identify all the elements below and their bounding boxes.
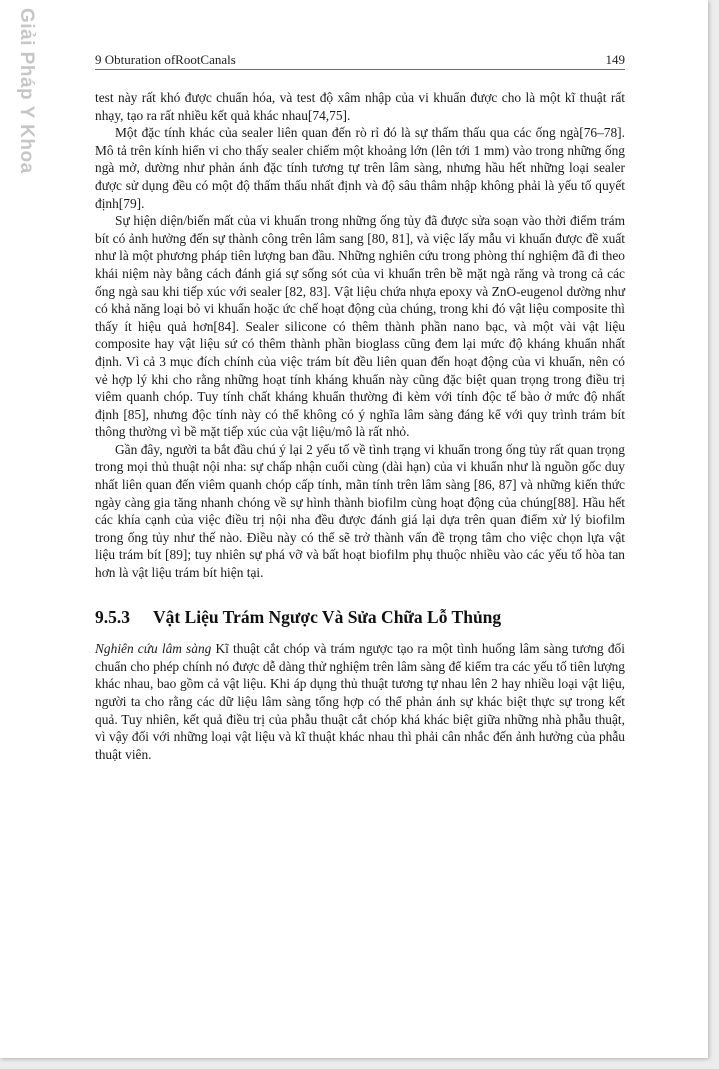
section-heading — [95, 606, 625, 627]
section-number: 9.5.3 — [95, 606, 130, 627]
section-title: Vật Liệu Trám Ngược Và Sửa Chữa Lỗ Thủng — [153, 606, 502, 627]
paragraph-1: test này rất khó được chuẩn hóa, và test độ xâm nhập của vi khuẩn được cho là một kĩ thuật rất nhạy, tạo ra rất nhiều kết quả khác nhau[74,75]. — [95, 90, 625, 123]
page-number: 149 — [605, 52, 625, 67]
paragraph-3: Sự hiện diện/biến mất của vi khuẩn trong những ống tủy đã được sửa soạn vào thời điểm trám bít có ảnh hưởng đến sự thành công trên lâm sang [80, 81], và việc lấy mẫu vi khuẩn được đề xuất như là một phương pháp tiên lượng ban đầu. Những nghiên cứu trong phòng thí nghiệm đã đi theo khái niệm này bằng cách đánh giá sự sống sót của vi khuẩn trên bề mặt ngà răng và trong cả các ống ngà sau khi tiếp xúc với sealer [82, 83]. Vật liệu chứa nhựa epoxy và ZnO-eugenol dường như có khả năng loại bỏ vi khuẩn hoặc ức chế hoạt động của chúng, trong khi đó vật liệu composite thì thấy ít hiệu quả hơn[84]. Sealer silicone có thêm thành phần nano bạc, và một vài vật liệu composite hay vật liệu sứ có thêm thành phần bioglass cũng đem lại mức độ kháng khuẩn nhất định. Vì cả 3 mục đích chính của việc trám bít đều liên quan đến hoạt động của vi khuẩn, nên có vẻ hợp lý khi cho rằng những hoạt tính kháng khuẩn này cũng đặc biệt quan trọng trong điều trị viêm quanh chóp. Tuy tính chất kháng khuẩn thường đi kèm với tính độc tế bào ở mức độ nhất định [85], nhưng độc tính này có thể không có ý nghĩa lâm sàng đáng kể với quy trình trám bít thông thường vì bề mặt tiếp xúc của vật liệu/mô là rất nhỏ. — [95, 213, 625, 440]
chapter-title: 9 Obturation ofRootCanals — [95, 52, 236, 67]
watermark: Giải Pháp Y Khoa — [16, 8, 37, 174]
lead-italic-phrase: Nghiên cứu lâm sàng — [95, 641, 212, 657]
paragraph-2: Một đặc tính khác của sealer liên quan đến rò rỉ đó là sự thấm thấu qua các ống ngà[76–78]. Mô tả trên kính hiển vi cho thấy sealer chiếm một khoảng lớn (lên tới 1 mm) vào trong những ống ngà mở, dường như phản ánh đặc tính tương tự trên lâm sàng, nhưng hầu hết những loại sealer được sử dụng đều có một độ thấm thấu nhất định và độ sâu thâm nhập không phải là yếu tố quyết định[79]. — [95, 125, 625, 211]
section-paragraph-text: Kĩ thuật cắt chóp và trám ngược tạo ra một tình huống lâm sàng tương đối chuẩn cho phép chính nó được dễ dàng thử nghiệm trên lâm sàng để kiểm tra các yếu tố tiên lượng khác nhau, bao gồm cả vật liệu. Khi áp dụng thủ thuật tương tự nhau lên 2 hay nhiều loại vật liệu, người ta cho rằng các dữ liệu lâm sàng tổng hợp có thể phản ánh sự khác biệt thực sự trong kết quả. Tuy nhiên, kết quả điều trị của phẫu thuật cắt chóp khá khác biệt giữa những nhà phẫu thuật, vì vậy đối với những loại vật liệu và kĩ thuật khác nhau thì phải cân nhắc đến ảnh hưởng của phẫu thuật viên. — [95, 641, 625, 762]
section-paragraph — [95, 640, 625, 763]
paragraph-4: Gần đây, người ta bắt đầu chú ý lại 2 yếu tố về tình trạng vi khuẩn trong ống tủy rất quan trọng trong mọi thủ thuật nội nha: sự chấp nhận cuối cùng (dài hạn) của vi khuẩn như là nguồn gốc duy nhất liên quan đến viêm quanh chóp cấp tính, mãn tính trên lâm sàng [86, 87] và những kiến thức ngày càng gia tăng nhanh chóng về sự hình thành biofilm cùng hoạt động của chúng[88]. Hầu hết các khía cạnh của việc điều trị nội nha đều được đánh giá lại dựa trên quan điểm xử lý biofilm trong ống tủy như thế nào. Điều này có thể sẽ trở thành vấn đề trọng tâm cho việc chọn lựa vật liệu trám bít [89]; tuy nhiên sự phá vỡ và bất hoạt biofilm phụ thuộc nhiều vào các yếu tố hòa tan hơn là vật liệu trám bít hiện tại. — [95, 441, 625, 581]
body-text — [95, 89, 625, 763]
running-header — [95, 49, 625, 70]
